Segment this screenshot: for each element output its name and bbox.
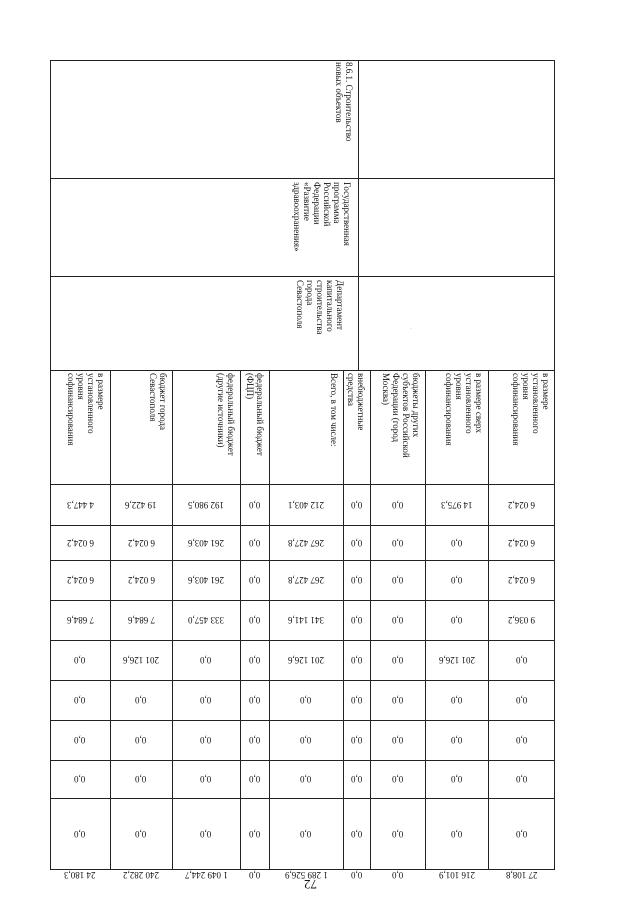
table-rule	[110, 370, 111, 870]
table-cell: 0,0	[300, 829, 312, 839]
table-cell: 0,0	[391, 499, 404, 510]
table-cell: 0,0	[391, 695, 404, 705]
table-cell: 0,0	[350, 774, 363, 784]
table-cell: 0,0	[74, 829, 86, 839]
table-cell: 0,0	[515, 774, 528, 784]
table-cell: 341 141,6	[288, 615, 324, 625]
table-cell: 0,0	[350, 870, 363, 880]
table-rule	[370, 370, 371, 870]
table-cell: 0,0	[74, 695, 86, 705]
table-cell: 9 036,2	[508, 615, 535, 625]
funding-source-label: в размере установленного уровня софинансирования	[511, 373, 551, 446]
table-cell: 0,0	[74, 735, 86, 745]
table-cell: 0,0	[350, 537, 363, 548]
funding-source-label: бюджеты других субъектов Российской Федерации (город Москва)	[381, 373, 421, 458]
table-cell: 0,0	[135, 735, 147, 745]
row-name-header: 8.6.1. Строительство новых объектов	[334, 62, 354, 142]
table-cell: 6 024,2	[127, 575, 155, 585]
table-rule	[269, 370, 270, 870]
funding-source-label: в размере установленного уровня софинансирования	[66, 373, 106, 446]
table-cell: 192 980,5	[188, 499, 224, 510]
table-rule	[50, 640, 555, 641]
table-cell: 6 024,2	[66, 537, 94, 548]
table-cell: 0,0	[450, 575, 463, 585]
table-cell: 0,0	[248, 615, 261, 625]
table-cell: 0,0	[391, 655, 404, 665]
table-cell: 0,0	[515, 695, 528, 705]
table-cell: 6 024,2	[508, 499, 535, 510]
table-rule	[488, 370, 489, 870]
table-cell: 0,0	[350, 615, 363, 625]
table-rule	[50, 484, 555, 485]
table-cell: 0,0	[515, 829, 528, 839]
funding-source-label: внебюджетные средства	[346, 373, 366, 431]
table-cell: 0,0	[248, 829, 261, 839]
table-cell: 0,0	[300, 695, 312, 705]
table-cell: 0,0	[450, 829, 463, 839]
table-rule	[50, 760, 555, 761]
table-cell: 7 684,6	[66, 615, 94, 625]
table-rule	[50, 178, 555, 179]
funding-source-label: федеральный бюджет (ФЦП)	[245, 373, 265, 456]
table-cell: 0,0	[391, 537, 404, 548]
page-number: 72	[304, 877, 317, 892]
table-cell: 0,0	[391, 575, 404, 585]
table-cell: 0,0	[248, 575, 261, 585]
table-cell: 0,0	[248, 774, 261, 784]
table-cell: 0,0	[450, 695, 463, 705]
table-rule	[50, 680, 555, 681]
table-cell: 0,0	[200, 655, 212, 665]
table-rule	[50, 276, 555, 277]
table-cell: 0,0	[450, 774, 463, 784]
table-cell: 27 108,8	[505, 870, 538, 880]
table-rule	[50, 600, 555, 601]
table-cell: 0,0	[391, 615, 404, 625]
table-cell: 0,0	[135, 829, 147, 839]
table-cell: 0,0	[391, 870, 404, 880]
table-cell: 267 427,8	[288, 537, 324, 548]
funding-source-label: федеральный бюджет (другие источники)	[216, 373, 236, 456]
table-cell: 0,0	[200, 829, 212, 839]
table-rule	[50, 525, 555, 526]
table-rule	[172, 370, 173, 870]
table-cell: 1 049 244,7	[184, 870, 228, 880]
funding-source-label: в размере сверх установленного уровня софинансирования	[444, 373, 484, 446]
table-cell: 0,0	[515, 735, 528, 745]
table-rule	[50, 560, 555, 561]
table-cell: 0,0	[200, 695, 212, 705]
table-cell: 19 422,6	[125, 499, 157, 510]
table-cell: 6 024,2	[508, 537, 535, 548]
table-cell: 0,0	[248, 870, 261, 880]
table-cell: 0,0	[350, 829, 363, 839]
table-rule	[50, 370, 555, 371]
table-cell: 0,0	[135, 774, 147, 784]
table-cell: 0,0	[74, 655, 86, 665]
table-cell: 0,0	[248, 735, 261, 745]
table-cell: 0,0	[248, 499, 261, 510]
table-cell: 6 024,2	[66, 575, 94, 585]
table-cell: 333 457,0	[188, 615, 224, 625]
table-rule	[425, 370, 426, 870]
table-cell: 7 684,6	[127, 615, 155, 625]
table-cell: 0,0	[450, 537, 463, 548]
table-cell: 24 180,3	[64, 870, 96, 880]
table-rule	[50, 720, 555, 721]
table-rule	[358, 60, 359, 370]
table-cell: 0,0	[391, 735, 404, 745]
table-cell: 14 975,3	[440, 499, 473, 510]
table-cell: 0,0	[450, 615, 463, 625]
table-rule	[343, 370, 344, 870]
table-cell: 212 403,1	[288, 499, 324, 510]
table-cell: 1 289 526,9	[284, 870, 328, 880]
table-cell: 201 126,6	[438, 655, 475, 665]
table-cell: 0,0	[300, 774, 312, 784]
table-cell: 0,0	[450, 735, 463, 745]
table-cell: 0,0	[350, 499, 363, 510]
table-rule	[240, 370, 241, 870]
table-cell: 240 282,2	[123, 870, 159, 880]
table-cell: 6 024,2	[508, 575, 535, 585]
table-cell: 267 427,8	[288, 575, 324, 585]
table-cell: 0,0	[391, 774, 404, 784]
table-rule	[50, 798, 555, 799]
table-cell: 6 024,2	[127, 537, 155, 548]
table-cell: 201 126,6	[123, 655, 159, 665]
table-cell: 0,0	[350, 695, 363, 705]
table-cell: 0,0	[350, 735, 363, 745]
table-cell: 0,0	[74, 774, 86, 784]
funding-source-label: Всего, в том числе:	[329, 373, 339, 447]
table-cell: 0,0	[391, 829, 404, 839]
table-cell: 216 101,9	[438, 870, 475, 880]
table-cell: 0,0	[515, 655, 528, 665]
table-cell: 0,0	[248, 537, 261, 548]
funding-source-label: бюджет города Севастополя	[148, 373, 168, 430]
program-header: Государственная программа Российской Федерации «Развитие здравоохранения»	[292, 182, 352, 252]
table-cell: 261 403,6	[188, 575, 224, 585]
table-cell: 0,0	[200, 774, 212, 784]
table-cell: 0,0	[350, 575, 363, 585]
executor-header: Департамент капитального строительства города Севастополя	[295, 280, 345, 335]
table-cell: 4 447,3	[66, 499, 94, 510]
table-cell: 0,0	[300, 735, 312, 745]
table-cell: 0,0	[350, 655, 363, 665]
table-cell: 0,0	[248, 655, 261, 665]
table-cell: 0,0	[135, 695, 147, 705]
table-cell: 0,0	[248, 695, 261, 705]
table-cell: 0,0	[200, 735, 212, 745]
table-cell: 261 403,6	[188, 537, 224, 548]
table-cell: 201 126,6	[288, 655, 324, 665]
scan-speck: ·	[410, 326, 412, 332]
